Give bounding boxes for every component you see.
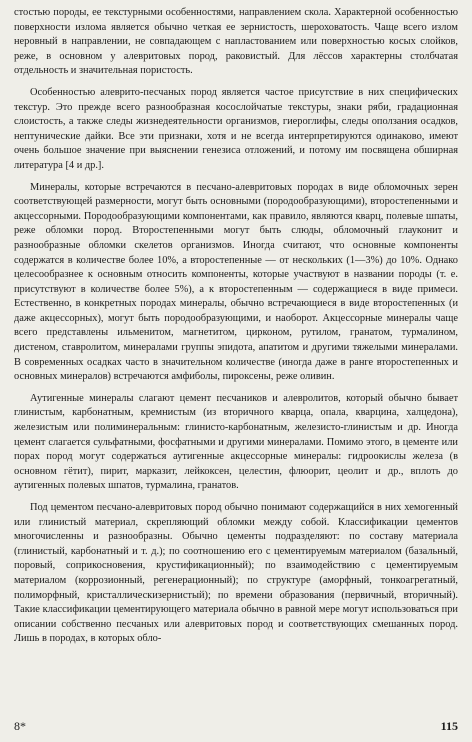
paragraph-1: стостью породы, ее текстурными особенностями, направлением скола. Характерной особенностью поверхности излома является обычно четкая ее зернистость, шероховатость. Чаще всего излом неровный в направлении, не совпадающем с напластованием или поверхностью косых слойков, реже, в основном у алевритовых пород, раковистый. Для лёссов характерны столбчатая отдельность и значительная пористость. xyxy=(14,7,458,77)
paragraph-3: Минералы, которые встречаются в песчано-алевритовых породах в виде обломочных зерен соответствующей размерности, могут быть основными (породообразующими), второстепенными и акцессорными. Породообразующими компонентами, как правило, являются кварц, полевые шпаты, реже обломки пород. Второстепенными могут быть слюды, обломочный глауконит и разнообразные обломки скелетов организмов. Иногда считают, что основные компоненты содержатся в количестве более 10%, а второстепенные — от нескольких (1—3%) до 10%. Однако целесообразнее к основным относить компоненты, которые участвуют в названии породы (т. е. присутствуют в количестве более 5%), а к второстепенным — содержащиеся в виде примеси. Естественно, в конкретных породах минералы, обычно встречающиеся в виде второстепенных (и даже акцессорных), могут быть породообразующими, и наоборот. Акцессорные минералы чаще всего представлены ильменитом, магнетитом, цирконом, рутилом, гранатом, турмалином, дистеном, ставролитом, минералами группы эпидота, апатитом и другими тяжелыми минералами. В современных осадках часто в значительном количестве (иногда даже в ранге второстепенных и основных минералов) встречаются амфиболы, пироксены, реже оливин. xyxy=(14,181,458,383)
page-footer xyxy=(14,719,458,734)
paragraph-4: Аутигенные минералы слагают цемент песчаников и алевролитов, который обычно бывает глинистым, карбонатным, кремнистым (из вторичного кварца, опала, кварцина, халцедона), железистым или полиминеральным: глинисто-карбонатным, железисто-глинистым и др. Иногда цемент слагается сульфатными, фосфатными и другими минералами. Помимо этого, в цементе или порах пород могут содержаться аутигенные акцессорные минералы: гидроокислы железа (в основном гётит), пирит, марказит, лейкоксен, целестин, флюорит, цеолит и др., вплоть до аутигенных полевых шпатов, турмалина, гранатов. xyxy=(14,392,458,492)
paragraph-2: Особенностью алеврито-песчаных пород является частое присутствие в них специфических текстур. Это прежде всего разнообразная косослойчатые текстуры, знаки ряби, градационная слоистость, а также следы жизнедеятельности организмов, гиероглифы, следы оползания осадков, нептунические дайки. Все эти признаки, хотя и не всегда интерпретируются одинаково, имеют очень большое значение при выяснении генезиса отложений, и потому им посвящена обширная литература [4 и др.]. xyxy=(14,86,458,171)
signature-mark: 8* xyxy=(14,719,26,733)
page-number: 115 xyxy=(440,719,458,733)
paragraph-5: Под цементом песчано-алевритовых пород обычно понимают содержащийся в них хемогенный или глинистый материал, скрепляющий обломки между собой. Классификации цементов многочисленны и разнообразны. Обычно цементы подразделяют: по составу материала (глинистый, карбонатный и т. д.); по соотношению его с цементируемым материалом (базальный, поровый, соприкосновения, крустификационный); по взаимодействию с цементируемым материалом (коррозионный, регенерационный); по структуре (аморфный, тонкоагрегатный, полиморфный, кристаллическизернистый); по времени образования (первичный, вторичный). Такие классификации цементирующего материала обычно в равной мере могут использоваться при описании собственно песчаных или алевритовых пород и соответствующих смешанных пород. Лишь в породах, в которых обло- xyxy=(14,502,458,645)
